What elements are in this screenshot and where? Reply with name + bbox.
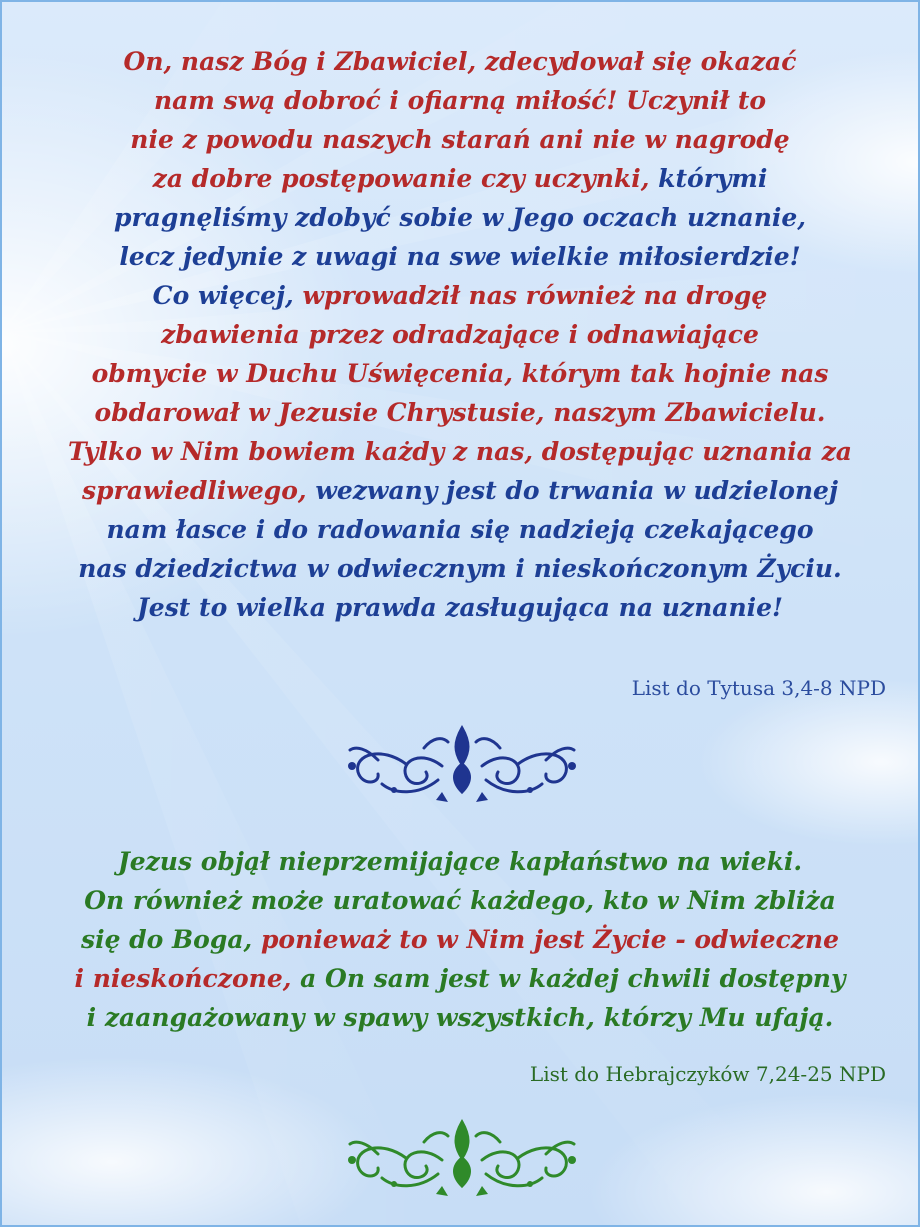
verse-line [22, 354, 898, 393]
reference-hebrews: List do Hebrajczyków 7,24-25 NPD [529, 1062, 886, 1086]
verse-segment: nam łasce i do radowania się nadzieją czekającego [106, 515, 814, 544]
verse-segment: nas dziedzictwa w odwiecznym i nieskończonym Życiu. [78, 554, 842, 583]
verse-segment: sprawiedliwego, [81, 476, 316, 505]
verse-segment: i nieskończone, [74, 964, 301, 993]
verse-line [22, 881, 898, 920]
verse-line [22, 393, 898, 432]
passage-hebrews [22, 842, 898, 1037]
verse-line [22, 588, 898, 627]
verse-line [22, 510, 898, 549]
verse-segment: wprowadził nas również na drogę [302, 281, 768, 310]
verse-segment: Co więcej, [152, 281, 303, 310]
verse-segment: On również może uratować każdego, kto w Nim zbliża [84, 886, 836, 915]
verse-line [22, 81, 898, 120]
verse-line [22, 471, 898, 510]
verse-line [22, 159, 898, 198]
verse-line [22, 998, 898, 1037]
verse-line [22, 549, 898, 588]
verse-line [22, 198, 898, 237]
verse-segment: którymi [658, 164, 768, 193]
verse-line [22, 120, 898, 159]
verse-line [22, 920, 898, 959]
verse-line [22, 237, 898, 276]
reference-titus: List do Tytusa 3,4-8 NPD [631, 676, 886, 700]
verse-segment: za dobre postępowanie czy uczynki, [152, 164, 659, 193]
verse-line [22, 959, 898, 998]
verse-segment: obmycie w Duchu Uświęcenia, którym tak hojnie nas [91, 359, 829, 388]
flourish-ornament-blue [2, 720, 920, 810]
verse-segment: a On sam jest w każdej chwili dostępny [300, 964, 846, 993]
verse-segment: ponieważ to w Nim jest Życie - odwieczne [260, 925, 839, 954]
verse-segment: Tylko w Nim bowiem każdy z nas, dostępując uznania za [68, 437, 852, 466]
verse-segment: i zaangażowany w spawy wszystkich, którzy Mu ufają. [86, 1003, 834, 1032]
verse-segment: wezwany jest do trwania w udzielonej [315, 476, 838, 505]
flourish-ornament-green [2, 1114, 920, 1204]
verse-segment: On, nasz Bóg i Zbawiciel, zdecydował się okazać [123, 47, 797, 76]
verse-segment: się do Boga, [81, 925, 261, 954]
verse-segment: Jest to wielka prawda zasługująca na uznanie! [136, 593, 784, 622]
verse-segment: zbawienia przez odradzające i odnawiające [161, 320, 759, 349]
verse-segment: nam swą dobroć i ofiarną miłość! Uczynił to [153, 86, 767, 115]
verse-line [22, 315, 898, 354]
passage-titus [22, 42, 898, 627]
verse-segment: pragnęliśmy zdobyć sobie w Jego oczach uznanie, [113, 203, 807, 232]
verse-line [22, 842, 898, 881]
verse-segment: Jezus objął nieprzemijające kapłaństwo na wieki. [117, 847, 803, 876]
verse-segment: lecz jedynie z uwagi na swe wielkie miłosierdzie! [119, 242, 801, 271]
verse-segment: nie z powodu naszych starań ani nie w nagrodę [130, 125, 790, 154]
verse-line [22, 42, 898, 81]
verse-segment: obdarował w Jezusie Chrystusie, naszym Zbawicielu. [94, 398, 826, 427]
verse-line [22, 276, 898, 315]
verse-line [22, 432, 898, 471]
